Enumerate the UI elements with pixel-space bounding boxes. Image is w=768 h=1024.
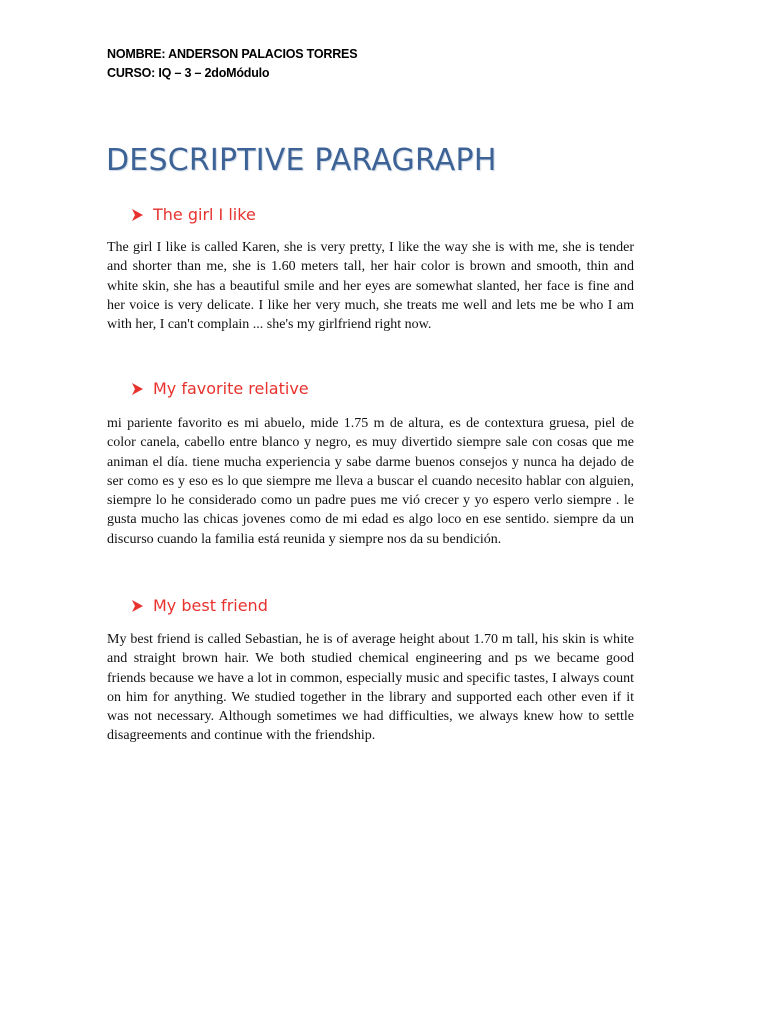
- section-heading-label: The girl I like: [153, 205, 256, 224]
- arrow-bullet-icon: [132, 600, 143, 612]
- arrow-bullet-icon: [132, 383, 143, 395]
- document-title: DESCRIPTIVE PARAGRAPH: [106, 143, 497, 178]
- student-name-line: NOMBRE: ANDERSON PALACIOS TORRES: [107, 47, 358, 61]
- section-heading-label: My best friend: [153, 596, 268, 615]
- section-paragraph-relative: mi pariente favorito es mi abuelo, mide 1.75 m de altura, es de contextura gruesa, piel de color canela, cabello entre blanco y negro, es muy divertido siempre sale con cosas que me animan el día. tiene mucha experiencia y sabe darme buenos consejos y nunca ha dejado de ser como es y eso es lo que siempre me lleva a buscar el cuando necesito hablar con alguien, siempre lo he considerado como un padre pues me vió crecer y yo espero verlo siempre . le gusta mucho las chicas jovenes como de mi edad es algo loco en ese sentido. siempre da un discurso cuando la familia está reunida y siempre nos da su bendición.: [107, 416, 634, 547]
- section-heading-label: My favorite relative: [153, 379, 309, 398]
- course-line: CURSO: IQ – 3 – 2doMódulo: [107, 66, 270, 80]
- section-heading-relative: [132, 379, 309, 398]
- section-paragraph-girl: The girl I like is called Karen, she is very pretty, I like the way she is with me, she is tender and shorter than me, she is 1.60 meters tall, her hair color is brown and smooth, thin and white skin, she has a beautiful smile and her eyes are somewhat slanted, her face is fine and her voice is very delicate. I like her very much, she treats me well and lets me be who I am with her, I can't complain ... she's my girlfriend right now.: [107, 240, 634, 333]
- section-heading-girl: [132, 205, 256, 224]
- section-paragraph-friend: My best friend is called Sebastian, he is of average height about 1.70 m tall, his skin is white and straight brown hair. We both studied chemical engineering and ps we became good friends because we have a lot in common, especially music and specific tastes, I always count on him for anything. We studied together in the library and supported each other even if it was not necessary. Although sometimes we had difficulties, we always knew how to settle disagreements and continue with the friendship.: [107, 632, 634, 744]
- section-heading-friend: [132, 596, 268, 615]
- arrow-bullet-icon: [132, 209, 143, 221]
